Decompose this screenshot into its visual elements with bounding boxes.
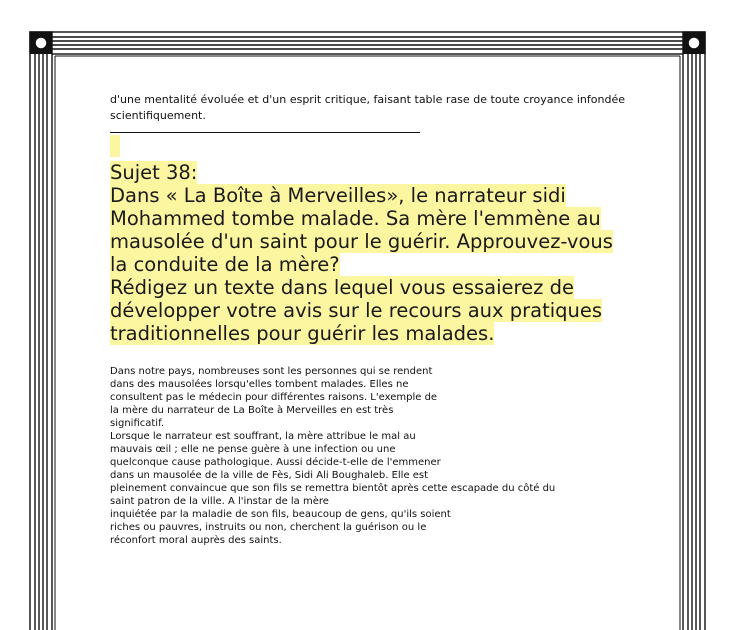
body-line: dans un mausolée de la ville de Fès, Sidi Ali Boughaleb. Elle est <box>110 470 429 481</box>
document-page <box>110 92 625 547</box>
intro-line-1: d'une mentalité évoluée et d'un esprit critique, faisant table rase de toute croyance <box>110 93 574 106</box>
body-line: riches ou pauvres, instruits ou non, cherchent la guérison ou le <box>110 522 427 533</box>
essay-body <box>110 365 625 547</box>
body-line: Lorsque le narrateur est souffrant, la mère attribue le mal au <box>110 431 416 442</box>
subject-title: Sujet 38: <box>110 161 198 184</box>
intro-paragraph <box>110 92 625 124</box>
body-line: inquiétée par la maladie de son fils, beaucoup de gens, qu'ils soient <box>110 509 451 520</box>
corner-ornament-left <box>30 32 52 54</box>
intro-line-2: infondée scientifiquement. <box>110 93 625 122</box>
body-line: consultent pas le médecin pour différentes raisons. L'exemple de <box>110 392 438 403</box>
task-line-1: Rédigez un texte dans lequel vous essaierez de <box>110 276 574 299</box>
corner-ornament-right <box>683 32 705 54</box>
task-line-3: traditionnelles pour guérir les malades. <box>110 322 495 345</box>
body-line: pleinement convaincue que son fils se remettra bientôt après cette escapade du côté du <box>110 483 556 494</box>
body-line: réconfort moral auprès des saints. <box>110 535 282 546</box>
body-line: quelconque cause pathologique. Aussi décide-t-elle de l'emmener <box>110 457 441 468</box>
subject-block <box>110 161 625 345</box>
body-line: saint patron de la ville. A l'instar de la mère <box>110 496 329 507</box>
separator-line <box>110 132 420 133</box>
body-line: mauvais œil ; elle ne pense guère à une infection ou une <box>110 444 396 455</box>
prompt-line-4: la conduite de la mère? <box>110 253 340 276</box>
prompt-line-1: Dans « La Boîte à Merveilles», le narrateur sidi <box>110 184 566 207</box>
body-line: la mère du narrateur de La Boîte à Merveilles en est très <box>110 405 394 416</box>
body-line: significatif. <box>110 418 165 429</box>
body-line: Dans notre pays, nombreuses sont les personnes qui se rendent <box>110 366 433 377</box>
prompt-line-3: mausolée d'un saint pour le guérir. Approuvez-vous <box>110 230 613 253</box>
body-line: dans des mausolées lorsqu'elles tombent malades. Elles ne <box>110 379 409 390</box>
highlight-mark <box>110 135 120 157</box>
prompt-line-2: Mohammed tombe malade. Sa mère l'emmène au <box>110 207 601 230</box>
task-line-2: développer votre avis sur le recours aux pratiques <box>110 299 603 322</box>
